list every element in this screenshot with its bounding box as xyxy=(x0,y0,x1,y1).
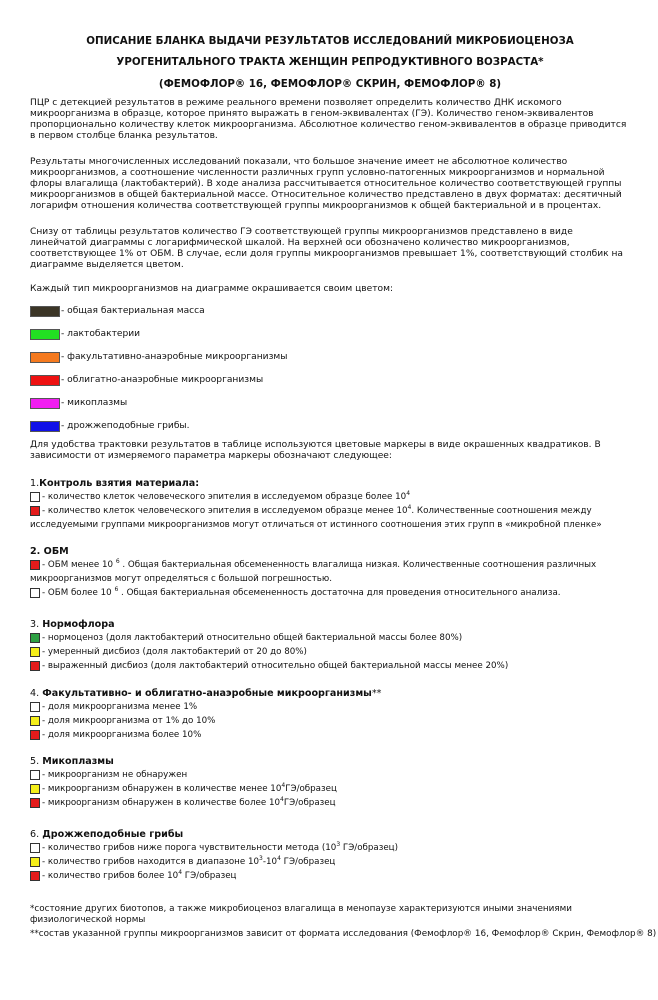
marker-square xyxy=(30,506,40,516)
section-heading: 4. Факультативно- и облигатно-анаэробные микроорганизмы** xyxy=(30,688,382,699)
section-sample-control xyxy=(30,478,630,532)
section-mycoplasma xyxy=(30,756,630,810)
legend-swatch xyxy=(30,306,60,317)
legend-item xyxy=(30,327,140,341)
section-obm xyxy=(30,546,630,600)
footnote-group-composition: **состав указанной группы микроорганизмов зависит от формата исследования (Фемофлор® 16, Фемофлор® Скрин, Фемофлор® 8) xyxy=(30,929,657,939)
marker-row: - количество грибов находится в диапазоне $10^3-10^4$ ГЭ/образец xyxy=(30,855,630,869)
marker-square xyxy=(30,798,40,808)
marker-row-continuation: исследуемыми группами микроорганизмов могут отличаться от истинного соотношения этих групп в «микробной пленке» xyxy=(30,520,602,530)
marker-row: - ОБМ более 10 $^6$ . Общая бактериальная обсемененность достаточна для проведения относительного анализа. xyxy=(30,586,630,600)
marker-row: - микроорганизм обнаружен в количестве более $10^4ГЭ$/образец xyxy=(30,796,630,810)
section-heading: 5. Микоплазмы xyxy=(30,756,114,767)
marker-square xyxy=(30,633,40,643)
marker-row: - количество клеток человеческого эпителия в исследуемом образце менее $10^4$. Количественные соотношения между xyxy=(30,504,630,518)
marker-square xyxy=(30,843,40,853)
marker-row: - доля микроорганизма от 1% до 10% xyxy=(30,714,630,728)
footnote-biotopes: *состояние других биотопов, а также микробиоценоз влагалища в менопаузе характеризуются иными значениями физиологической нормы xyxy=(30,904,572,926)
section-heading: 1.Контроль взятия материала: xyxy=(30,478,200,489)
paragraph-markers-intro: Для удобства трактовки результатов в таблице используются цветовые маркеры в виде окрашенных квадратиков. В зависимости от измеряемого параметра маркеры обозначают следующее: xyxy=(30,440,601,462)
marker-row: - количество грибов ниже порога чувствительности метода ($10^3$ ГЭ/образец) xyxy=(30,841,630,855)
legend-item xyxy=(30,304,205,318)
marker-row: - доля микроорганизма более 10% xyxy=(30,728,630,742)
document-title-line-1: ОПИСАНИЕ БЛАНКА ВЫДАЧИ РЕЗУЛЬТАТОВ ИССЛЕДОВАНИЙ МИКРОБИОЦЕНОЗА xyxy=(86,35,574,47)
legend-label: - дрожжеподобные грибы. xyxy=(61,421,190,431)
legend-label: - микоплазмы xyxy=(61,398,128,408)
marker-row: - микроорганизм обнаружен в количестве менее $10^4ГЭ$/образец xyxy=(30,782,630,796)
marker-row: - выраженный дисбиоз (доля лактобактерий относительно общей бактериальной массы менее 20%) xyxy=(30,659,630,673)
legend-swatch xyxy=(30,398,60,409)
marker-row: - микроорганизм не обнаружен xyxy=(30,768,630,782)
marker-square xyxy=(30,492,40,502)
paragraph-pcr-intro: ПЦР с детекцией результатов в режиме реального времени позволяет определить количество ДНК искомого микроорганизма в образце, которое принято выражать в геном-эквивалентах (ГЭ). Количество геном-эквивалентов пропорционально количеству клеток микроорганизма. Абсолютное количество геном-эквивалентов в образце приводится в первом столбце бланка результатов. xyxy=(30,98,627,142)
marker-row: - ОБМ менее 10 $^6$ . Общая бактериальная обсемененность влагалища низкая. Количественные соотношения различных xyxy=(30,558,630,572)
section-heading: 3. Нормофлора xyxy=(30,619,115,630)
marker-row: - количество грибов более $10^4$ ГЭ/образец xyxy=(30,869,630,883)
marker-row: - количество клеток человеческого эпителия в исследуемом образце более $10^4$ xyxy=(30,490,630,504)
marker-square xyxy=(30,716,40,726)
marker-row: - нормоценоз (доля лактобактерий относительно общей бактериальной массы более 80%) xyxy=(30,631,630,645)
marker-row: - умеренный дисбиоз (доля лактобактерий от 20 до 80%) xyxy=(30,645,630,659)
paragraph-relative-amount: Результаты многочисленных исследований показали, что большое значение имеет не абсолютное количество микроорганизмов, а соотношение численности различных групп условно-патогенных микроорганизмов и нормальной флоры влагалища (лактобактерий). В ходе анализа рассчитывается относительное количество соответствующей группы микроорганизмов в общей бактериальной массе. Относительное количество представлено в двух форматах: десятичный логарифм отношения количества соответствующей группы микроорганизмов к общей бактериальной и в процентах. xyxy=(30,157,622,212)
section-heading: 2. ОБМ xyxy=(30,546,69,557)
marker-row: - доля микроорганизма менее 1% xyxy=(30,700,630,714)
paragraph-color-legend-intro: Каждый тип микроорганизмов на диаграмме окрашивается своим цветом: xyxy=(30,284,394,294)
legend-item xyxy=(30,396,127,410)
legend-label: - лактобактерии xyxy=(61,329,141,339)
section-normoflora xyxy=(30,619,630,673)
legend-label: - факультативно-анаэробные микроорганизмы xyxy=(61,352,288,362)
legend-swatch xyxy=(30,375,60,386)
marker-square xyxy=(30,871,40,881)
legend-label: - облигатно-анаэробные микроорганизмы xyxy=(61,375,264,385)
section-anaerobes xyxy=(30,688,630,742)
marker-square xyxy=(30,560,40,570)
section-heading: 6. Дрожжеподобные грибы xyxy=(30,829,184,840)
marker-square xyxy=(30,661,40,671)
marker-square xyxy=(30,702,40,712)
marker-square xyxy=(30,588,40,598)
legend-label: - общая бактериальная масса xyxy=(61,306,205,316)
marker-square xyxy=(30,784,40,794)
legend-swatch xyxy=(30,329,60,340)
legend-swatch xyxy=(30,421,60,432)
legend-item xyxy=(30,350,287,364)
document-title-line-3: (ФЕМОФЛОР® 16, ФЕМОФЛОР® СКРИН, ФЕМОФЛОР® 8) xyxy=(158,78,502,90)
marker-square xyxy=(30,770,40,780)
marker-square xyxy=(30,730,40,740)
paragraph-bar-diagram: Снизу от таблицы результатов количество ГЭ соответствующей группы микроорганизмов представлено в виде линейчатой диаграммы с логарифмической шкалой. На верхней оси обозначено количество микроорганизмов, соответствующее 1% от ОБМ. В случае, если доля группы микроорганизмов превышает 1%, соответствующий столбик на диаграмме выделяется цветом. xyxy=(30,227,624,271)
marker-row-continuation: микроорганизмов могут определяться с большой погрешностью. xyxy=(30,574,332,584)
legend-item xyxy=(30,373,263,387)
marker-square xyxy=(30,857,40,867)
marker-square xyxy=(30,647,40,657)
document-title-line-2: УРОГЕНИТАЛЬНОГО ТРАКТА ЖЕНЩИН РЕПРОДУКТИВНОГО ВОЗРАСТА* xyxy=(116,56,544,68)
legend-item xyxy=(30,419,190,433)
section-yeast-fungi xyxy=(30,829,630,883)
legend-swatch xyxy=(30,352,60,363)
